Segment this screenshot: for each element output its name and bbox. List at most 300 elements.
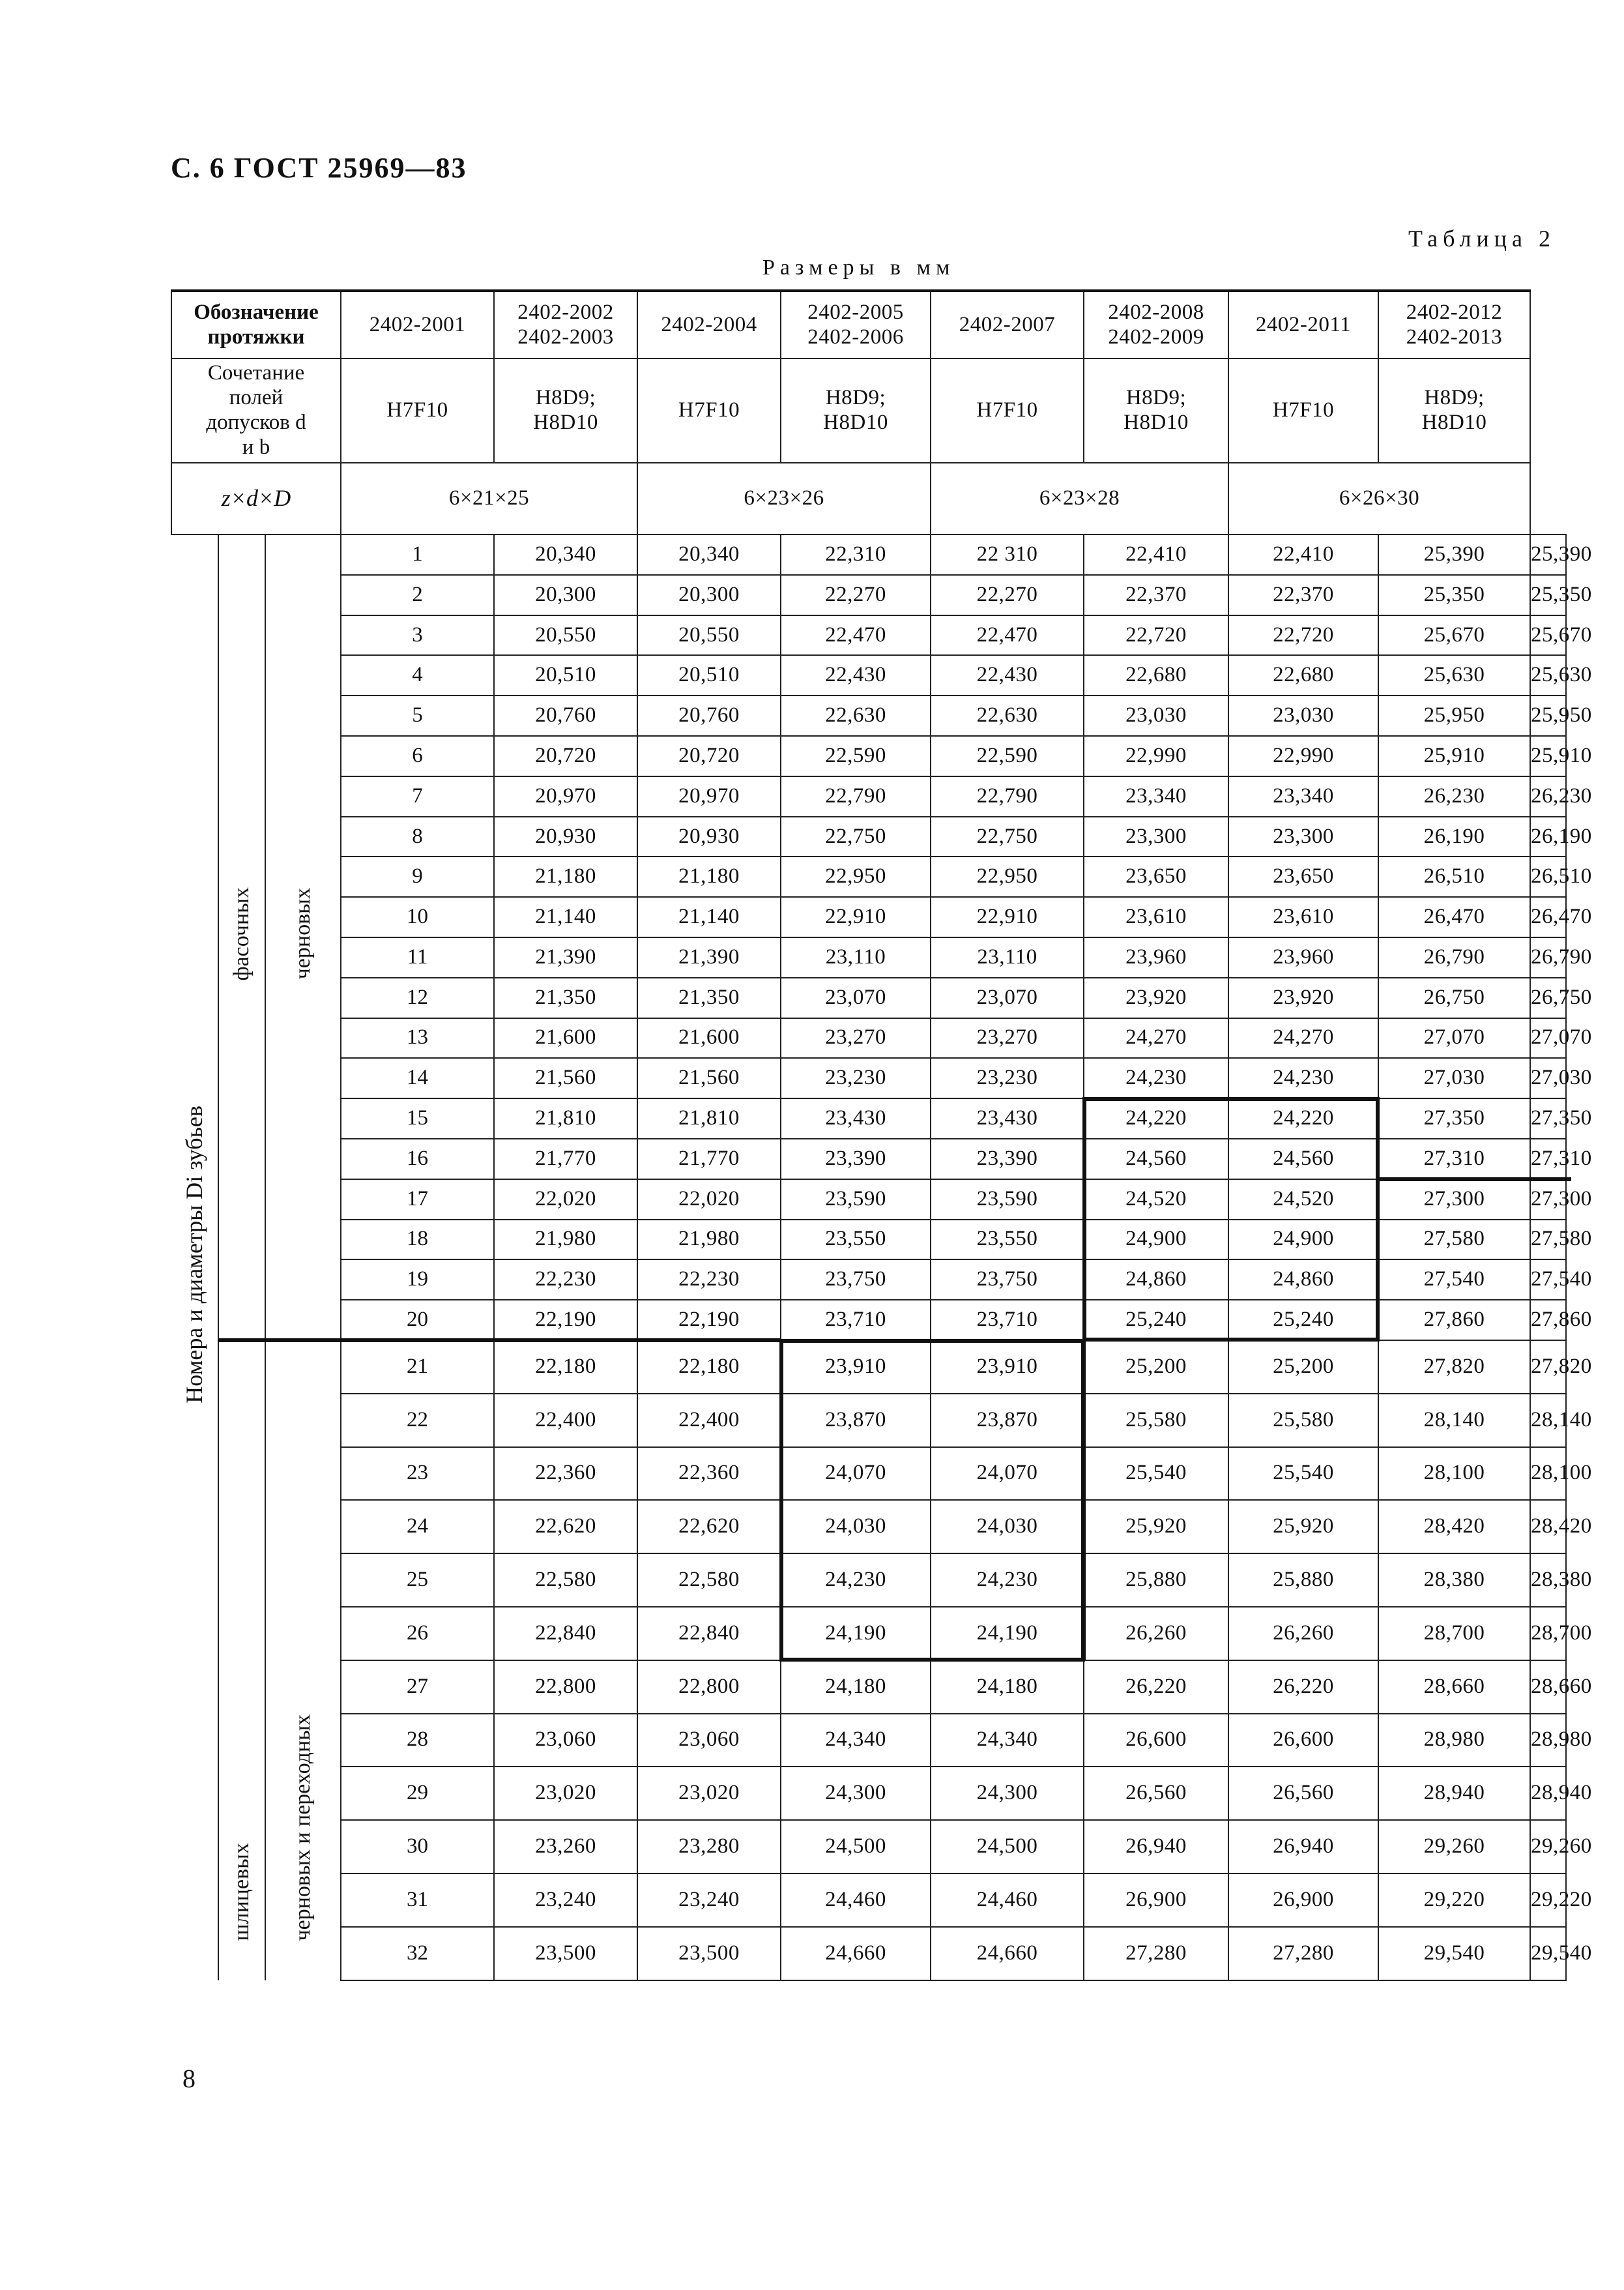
diameter-value: 22,680: [1084, 655, 1228, 696]
diameter-value: 22,580: [637, 1553, 781, 1607]
diameter-value: 28,660: [1530, 1660, 1566, 1714]
diameter-value: 26,940: [1084, 1820, 1228, 1873]
diameter-value: 20,760: [637, 696, 781, 736]
diameter-value: 23,960: [1084, 937, 1228, 978]
diameter-value: 21,810: [494, 1098, 637, 1139]
diameter-value: 27,580: [1530, 1220, 1566, 1260]
diameter-value: 28,940: [1530, 1767, 1566, 1820]
table-row: [171, 776, 1566, 817]
diameter-value: 21,810: [637, 1098, 781, 1139]
diameter-value: 23,020: [637, 1767, 781, 1820]
diameter-value: 21,350: [494, 978, 637, 1018]
page-number: 8: [182, 2064, 196, 2093]
diameter-value: 22,630: [931, 696, 1084, 736]
diameter-value: 25,240: [1228, 1300, 1378, 1340]
diameter-value: 20,720: [494, 736, 637, 776]
diameter-value: 23,270: [781, 1018, 931, 1059]
diameter-value: 22,370: [1084, 575, 1228, 615]
tooth-number: 1: [341, 535, 494, 575]
table-row: [171, 1179, 1566, 1220]
diameter-value: 23,340: [1084, 776, 1228, 817]
diameter-value: 23,500: [637, 1927, 781, 1980]
tolerance-cell: H8D9; H8D10: [781, 359, 931, 463]
diameter-value: 20,340: [494, 535, 637, 575]
diameter-value: 22,620: [494, 1500, 637, 1553]
diameter-value: 27,300: [1530, 1179, 1566, 1220]
side-label-cell: [171, 535, 218, 1980]
diameter-value: 20,970: [637, 776, 781, 817]
diameter-value: 21,180: [637, 857, 781, 897]
diameter-value: 28,980: [1530, 1714, 1566, 1767]
diameter-value: 28,380: [1530, 1553, 1566, 1607]
diameter-value: 23,110: [781, 937, 931, 978]
diameter-value: 28,380: [1378, 1553, 1530, 1607]
tooth-number: 15: [341, 1098, 494, 1139]
tooth-number: 13: [341, 1018, 494, 1059]
diameter-value: 24,230: [781, 1553, 931, 1607]
diameter-value: 26,260: [1228, 1607, 1378, 1660]
diameter-value: 23,960: [1228, 937, 1378, 978]
diameter-value: 27,350: [1378, 1098, 1530, 1139]
diameter-value: 21,560: [494, 1058, 637, 1098]
tooth-number: 24: [341, 1500, 494, 1553]
diameter-value: 28,140: [1530, 1394, 1566, 1447]
table-row: [171, 1340, 1566, 1394]
diameter-value: 26,900: [1228, 1873, 1378, 1927]
tooth-number: 8: [341, 817, 494, 857]
diameter-value: 22,230: [637, 1259, 781, 1300]
side-label: Номера и диаметры Di зубьев: [181, 1105, 207, 1403]
tooth-number: 5: [341, 696, 494, 736]
diameter-value: 27,820: [1378, 1340, 1530, 1394]
designation-cell: 2402-2004: [637, 291, 781, 359]
diameter-value: 27,310: [1378, 1139, 1530, 1179]
diameter-value: 22,230: [494, 1259, 637, 1300]
diameter-value: 22,840: [637, 1607, 781, 1660]
diameter-value: 22,680: [1228, 655, 1378, 696]
diameter-value: 23,550: [931, 1220, 1084, 1260]
diameter-value: 22,400: [494, 1394, 637, 1447]
tooth-number: 21: [341, 1340, 494, 1394]
table-row: [171, 1553, 1566, 1607]
diameter-value: 23,060: [494, 1714, 637, 1767]
table-row: [171, 978, 1566, 1018]
diameter-value: 23,390: [781, 1139, 931, 1179]
tolerance-cell: H8D9; H8D10: [1378, 359, 1530, 463]
page-header: С. 6 ГОСТ 25969—83: [171, 152, 467, 184]
diameter-value: 24,220: [1084, 1098, 1228, 1139]
diameter-value: 28,700: [1378, 1607, 1530, 1660]
diameter-value: 25,630: [1378, 655, 1530, 696]
diameter-value: 23,390: [931, 1139, 1084, 1179]
diameter-value: 22,790: [931, 776, 1084, 817]
designation-cell: 2402-2008 2402-2009: [1084, 291, 1228, 359]
diameter-value: 22,950: [781, 857, 931, 897]
diameter-value: 26,560: [1084, 1767, 1228, 1820]
designation-cell: 2402-2002 2402-2003: [494, 291, 637, 359]
diameter-value: 27,860: [1530, 1300, 1566, 1340]
diameter-value: 22,800: [637, 1660, 781, 1714]
diameter-value: 23,030: [1084, 696, 1228, 736]
diameter-value: 22,020: [494, 1179, 637, 1220]
table-row: [171, 1500, 1566, 1553]
diameter-value: 26,600: [1084, 1714, 1228, 1767]
diameter-value: 22,800: [494, 1660, 637, 1714]
diameter-value: 28,700: [1530, 1607, 1566, 1660]
diameter-value: 24,230: [1084, 1058, 1228, 1098]
diameter-value: 22,840: [494, 1607, 637, 1660]
tolerance-cell: H7F10: [1228, 359, 1378, 463]
diameter-value: 20,510: [494, 655, 637, 696]
tooth-number: 16: [341, 1139, 494, 1179]
diameter-value: 24,500: [781, 1820, 931, 1873]
diameter-value: 26,470: [1530, 897, 1566, 937]
zdD-cell: 6×23×26: [637, 463, 931, 535]
table-row: [171, 696, 1566, 736]
group-2-sub-cell: [265, 1340, 341, 1980]
diameter-value: 28,100: [1530, 1447, 1566, 1501]
diameter-value: 21,980: [494, 1220, 637, 1260]
diameter-value: 26,790: [1530, 937, 1566, 978]
diameter-value: 24,070: [931, 1447, 1084, 1501]
diameter-value: 23,230: [931, 1058, 1084, 1098]
diameter-value: 22,360: [637, 1447, 781, 1501]
diameter-value: 23,110: [931, 937, 1084, 978]
diameter-value: 20,510: [637, 655, 781, 696]
tooth-number: 10: [341, 897, 494, 937]
designation-cell: 2402-2012 2402-2013: [1378, 291, 1530, 359]
diameter-value: 22,990: [1228, 736, 1378, 776]
diameter-value: 22,470: [781, 615, 931, 656]
tooth-number: 20: [341, 1300, 494, 1340]
diameter-value: 26,790: [1378, 937, 1530, 978]
diameter-value: 27,820: [1530, 1340, 1566, 1394]
diameter-value: 23,070: [781, 978, 931, 1018]
diameter-value: 24,180: [781, 1660, 931, 1714]
diameter-value: 23,710: [931, 1300, 1084, 1340]
diameter-value: 23,240: [494, 1873, 637, 1927]
diameter-value: 23,300: [1084, 817, 1228, 857]
diameter-value: 23,590: [931, 1179, 1084, 1220]
diameter-value: 29,540: [1530, 1927, 1566, 1980]
table-row: [171, 817, 1566, 857]
diameter-value: 22,590: [931, 736, 1084, 776]
designation-row: [171, 291, 1566, 359]
tooth-number: 9: [341, 857, 494, 897]
diameter-value: 24,270: [1084, 1018, 1228, 1059]
diameter-value: 25,910: [1378, 736, 1530, 776]
diameter-value: 23,610: [1228, 897, 1378, 937]
diameter-value: 22,360: [494, 1447, 637, 1501]
diameter-value: 23,910: [781, 1340, 931, 1394]
diameter-value: 25,670: [1378, 615, 1530, 656]
diameter-value: 23,650: [1084, 857, 1228, 897]
diameter-value: 23,920: [1084, 978, 1228, 1018]
diameter-value: 23,610: [1084, 897, 1228, 937]
diameter-value: 20,550: [637, 615, 781, 656]
diameter-value: 21,770: [637, 1139, 781, 1179]
diameter-value: 23,430: [781, 1098, 931, 1139]
diameter-value: 28,980: [1378, 1714, 1530, 1767]
diameter-value: 23,230: [781, 1058, 931, 1098]
diameter-value: 26,510: [1378, 857, 1530, 897]
tooth-number: 22: [341, 1394, 494, 1447]
diameter-value: 24,500: [931, 1820, 1084, 1873]
diameter-value: 28,140: [1378, 1394, 1530, 1447]
diameter-value: 22,720: [1228, 615, 1378, 656]
diameter-value: 27,540: [1530, 1259, 1566, 1300]
diameter-value: 25,950: [1530, 696, 1566, 736]
designation-cell: 2402-2001: [341, 291, 494, 359]
designation-cell: 2402-2005 2402-2006: [781, 291, 931, 359]
diameter-value: 27,300: [1378, 1179, 1530, 1220]
diameter-value: 26,560: [1228, 1767, 1378, 1820]
tooth-number: 28: [341, 1714, 494, 1767]
tooth-number: 23: [341, 1447, 494, 1501]
diameter-value: 24,230: [1228, 1058, 1378, 1098]
diameter-value: 22,410: [1084, 535, 1228, 575]
diameter-value: 23,060: [637, 1714, 781, 1767]
diameter-value: 24,190: [781, 1607, 931, 1660]
diameter-value: 29,260: [1378, 1820, 1530, 1873]
diameter-value: 24,520: [1228, 1179, 1378, 1220]
diameter-value: 24,660: [931, 1927, 1084, 1980]
table-row: [171, 1660, 1566, 1714]
diameter-value: 23,870: [781, 1394, 931, 1447]
tolerance-label: Сочетание полей допусков d и b: [171, 359, 341, 463]
diameter-value: 22,400: [637, 1394, 781, 1447]
zdD-cell: 6×26×30: [1228, 463, 1530, 535]
diameter-value: 23,280: [637, 1820, 781, 1873]
tooth-number: 27: [341, 1660, 494, 1714]
tolerance-cell: H7F10: [341, 359, 494, 463]
diameter-value: 24,220: [1228, 1098, 1378, 1139]
diameter-value: 22,990: [1084, 736, 1228, 776]
zdD-cell: 6×23×28: [931, 463, 1228, 535]
table-row: [171, 1098, 1566, 1139]
tooth-number: 25: [341, 1553, 494, 1607]
diameter-value: 22,580: [494, 1553, 637, 1607]
group-1-sub-label: черновых: [291, 888, 315, 980]
zdD-cell: 6×21×25: [341, 463, 637, 535]
diameter-value: 23,590: [781, 1179, 931, 1220]
diameter-value: 24,900: [1228, 1220, 1378, 1260]
diameter-value: 25,390: [1378, 535, 1530, 575]
table-label: Таблица 2: [1408, 226, 1556, 252]
diameter-value: 22,910: [781, 897, 931, 937]
diameter-value: 26,260: [1084, 1607, 1228, 1660]
table-row: [171, 615, 1566, 656]
diameter-value: 25,540: [1084, 1447, 1228, 1501]
designation-cell: 2402-2007: [931, 291, 1084, 359]
diameter-value: 26,220: [1084, 1660, 1228, 1714]
table-row: [171, 1259, 1566, 1300]
diameter-value: 24,340: [781, 1714, 931, 1767]
diameter-value: 27,540: [1378, 1259, 1530, 1300]
diameter-value: 24,860: [1084, 1259, 1228, 1300]
diameter-value: 20,300: [637, 575, 781, 615]
diameter-value: 25,200: [1084, 1340, 1228, 1394]
diameter-value: 29,540: [1378, 1927, 1530, 1980]
diameter-value: 27,030: [1530, 1058, 1566, 1098]
diameter-value: 23,650: [1228, 857, 1378, 897]
diameter-value: 22,590: [781, 736, 931, 776]
diameter-value: 24,300: [931, 1767, 1084, 1820]
tolerance-cell: H8D9; H8D10: [1084, 359, 1228, 463]
table-row: [171, 1927, 1566, 1980]
tooth-number: 2: [341, 575, 494, 615]
diameter-value: 24,860: [1228, 1259, 1378, 1300]
diameter-value: 20,930: [637, 817, 781, 857]
diameter-value: 22,750: [931, 817, 1084, 857]
diameter-value: 22,020: [637, 1179, 781, 1220]
diameter-value: 20,930: [494, 817, 637, 857]
diameter-value: 25,880: [1084, 1553, 1228, 1607]
tooth-number: 30: [341, 1820, 494, 1873]
diameter-value: 23,240: [637, 1873, 781, 1927]
diameter-value: 24,190: [931, 1607, 1084, 1660]
table-row: [171, 1607, 1566, 1660]
diameter-value: 25,880: [1228, 1553, 1378, 1607]
diameter-value: 22,190: [494, 1300, 637, 1340]
diameter-value: 28,940: [1378, 1767, 1530, 1820]
diameter-value: 25,670: [1530, 615, 1566, 656]
diameter-value: 24,030: [781, 1500, 931, 1553]
group-1-cell: [218, 535, 265, 1340]
diameter-value: 22,270: [781, 575, 931, 615]
table-row: [171, 1447, 1566, 1501]
table-row: [171, 1820, 1566, 1873]
diameter-value: 26,940: [1228, 1820, 1378, 1873]
diameter-value: 26,510: [1530, 857, 1566, 897]
diameter-value: 25,630: [1530, 655, 1566, 696]
group-2-cell: [218, 1340, 265, 1980]
diameter-value: 20,760: [494, 696, 637, 736]
table-row: [171, 1394, 1566, 1447]
diameter-value: 23,030: [1228, 696, 1378, 736]
diameter-value: 27,030: [1378, 1058, 1530, 1098]
diameter-value: 23,270: [931, 1018, 1084, 1059]
group-1-label: фасочных: [229, 887, 254, 981]
table-row: [171, 535, 1566, 575]
diameter-value: 20,720: [637, 736, 781, 776]
diameter-value: 22,720: [1084, 615, 1228, 656]
table-row: [171, 1220, 1566, 1260]
tooth-number: 3: [341, 615, 494, 656]
diameter-value: 27,280: [1084, 1927, 1228, 1980]
table-row: [171, 857, 1566, 897]
diameter-value: 23,910: [931, 1340, 1084, 1394]
tooth-number: 31: [341, 1873, 494, 1927]
tooth-number: 14: [341, 1058, 494, 1098]
diameter-value: 25,350: [1530, 575, 1566, 615]
diameter-value: 27,280: [1228, 1927, 1378, 1980]
diameter-value: 22,430: [931, 655, 1084, 696]
diameter-value: 26,750: [1378, 978, 1530, 1018]
table-row: [171, 1767, 1566, 1820]
group-2-label: шлицевых: [229, 1843, 254, 1941]
diameter-value: 22,370: [1228, 575, 1378, 615]
tolerance-cell: H8D9; H8D10: [494, 359, 637, 463]
diameter-value: 25,920: [1084, 1500, 1228, 1553]
diameter-value: 21,350: [637, 978, 781, 1018]
diameter-value: 24,030: [931, 1500, 1084, 1553]
diameter-value: 20,340: [637, 535, 781, 575]
diameter-value: 26,230: [1378, 776, 1530, 817]
diameter-value: 20,970: [494, 776, 637, 817]
diameter-value: 22,410: [1228, 535, 1378, 575]
group-1-sub-cell: [265, 535, 341, 1340]
diameter-value: 29,260: [1530, 1820, 1566, 1873]
diameter-value: 27,070: [1378, 1018, 1530, 1059]
diameter-value: 25,920: [1228, 1500, 1378, 1553]
diameter-value: 25,540: [1228, 1447, 1378, 1501]
dimensions-table: [171, 289, 1592, 1981]
diameter-value: 22,750: [781, 817, 931, 857]
table-row: [171, 1714, 1566, 1767]
diameter-value: 24,180: [931, 1660, 1084, 1714]
diameter-value: 22,180: [494, 1340, 637, 1394]
diameter-value: 28,420: [1530, 1500, 1566, 1553]
table-row: [171, 575, 1566, 615]
tooth-number: 32: [341, 1927, 494, 1980]
diameter-value: 22,790: [781, 776, 931, 817]
diameter-value: 25,240: [1084, 1300, 1228, 1340]
diameter-value: 24,900: [1084, 1220, 1228, 1260]
diameter-value: 26,190: [1378, 817, 1530, 857]
diameter-value: 25,390: [1530, 535, 1566, 575]
diameter-value: 21,390: [637, 937, 781, 978]
diameter-value: 24,270: [1228, 1018, 1378, 1059]
tooth-number: 12: [341, 978, 494, 1018]
diameter-value: 29,220: [1378, 1873, 1530, 1927]
diameter-value: 28,420: [1378, 1500, 1530, 1553]
table-row: [171, 1018, 1566, 1059]
diameter-value: 21,560: [637, 1058, 781, 1098]
diameter-value: 24,560: [1084, 1139, 1228, 1179]
table-row: [171, 1058, 1566, 1098]
diameter-value: 24,230: [931, 1553, 1084, 1607]
diameter-value: 23,260: [494, 1820, 637, 1873]
diameter-value: 24,520: [1084, 1179, 1228, 1220]
diameter-value: 24,070: [781, 1447, 931, 1501]
diameter-value: 20,550: [494, 615, 637, 656]
diameter-value: 22,190: [637, 1300, 781, 1340]
tooth-number: 17: [341, 1179, 494, 1220]
diameter-value: 22,620: [637, 1500, 781, 1553]
diameter-value: 21,770: [494, 1139, 637, 1179]
diameter-value: 28,660: [1378, 1660, 1530, 1714]
zdD-row: [171, 463, 1566, 535]
diameter-value: 20,300: [494, 575, 637, 615]
diameter-value: 21,600: [637, 1018, 781, 1059]
diameter-value: 27,070: [1530, 1018, 1566, 1059]
group-2-sub-label: черновых и переходных: [291, 1714, 315, 1941]
diameter-value: 25,910: [1530, 736, 1566, 776]
diameter-value: 24,460: [781, 1873, 931, 1927]
designation-label: Обозначение протяжки: [171, 291, 341, 359]
diameter-value: 26,190: [1530, 817, 1566, 857]
table-row: [171, 1873, 1566, 1927]
diameter-value: 21,390: [494, 937, 637, 978]
diameter-value: 27,310: [1530, 1139, 1566, 1179]
diameter-value: 22,630: [781, 696, 931, 736]
diameter-value: 21,140: [637, 897, 781, 937]
tooth-number: 19: [341, 1259, 494, 1300]
zdD-label: z×d×D: [171, 463, 341, 535]
diameter-value: 23,070: [931, 978, 1084, 1018]
diameter-value: 22,470: [931, 615, 1084, 656]
